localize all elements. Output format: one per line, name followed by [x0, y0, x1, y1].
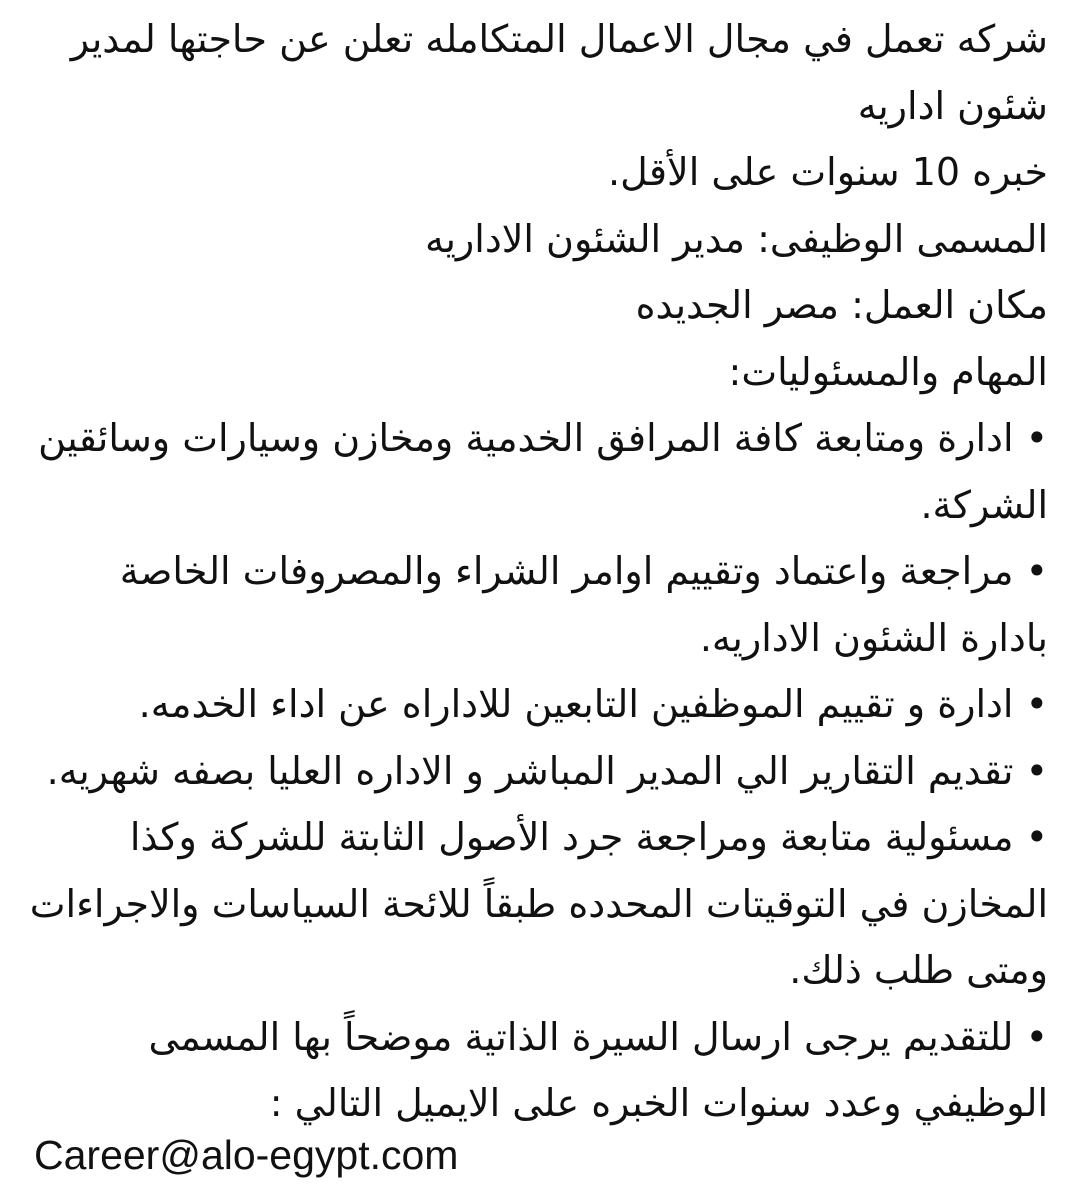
duty-bullet-facilities: • ادارة ومتابعة كافة المرافق الخدمية ومخازن وسيارات وسائقين الشركة.: [20, 405, 1048, 538]
apply-instructions: • للتقديم يرجى ارسال السيرة الذاتية موضحاً بها المسمى الوظيفي وعدد سنوات الخبره على الايميل التالي :: [20, 1004, 1048, 1137]
duty-bullet-purchase-orders: • مراجعة واعتماد وتقييم اوامر الشراء والمصروفات الخاصة بادارة الشئون الاداريه.: [20, 538, 1048, 671]
duty-bullet-inventory: • مسئولية متابعة ومراجعة جرد الأصول الثابتة للشركة وكذا المخازن في التوقيتات المحدده طبقاً للائحة السياسات والاجراءات ومتى طلب ذلك.: [20, 804, 1048, 1004]
job-title-line: المسمى الوظيفى: مدير الشئون الاداريه: [424, 216, 1048, 261]
duty-bullet-reports: • تقديم التقارير الي المدير المباشر و الاداره العليا بصفه شهريه.: [20, 738, 1048, 805]
intro-text: شركه تعمل في مجال الاعمال المتكامله تعلن عن حاجتها لمدير شئون اداريه: [70, 17, 1048, 128]
job-post-text: [20, 6, 1048, 1137]
contact-email: Career@alo-egypt.com: [34, 1132, 459, 1178]
experience-requirement: خبره 10 سنوات على الأقل.: [608, 150, 1048, 194]
duty-bullet-staff-evaluation: • ادارة و تقييم الموظفين التابعين للاداراه عن اداء الخدمه.: [20, 671, 1048, 738]
work-location-line: مكان العمل: مصر الجديده: [635, 283, 1048, 327]
duties-heading: المهام والمسئوليات:: [728, 349, 1048, 394]
